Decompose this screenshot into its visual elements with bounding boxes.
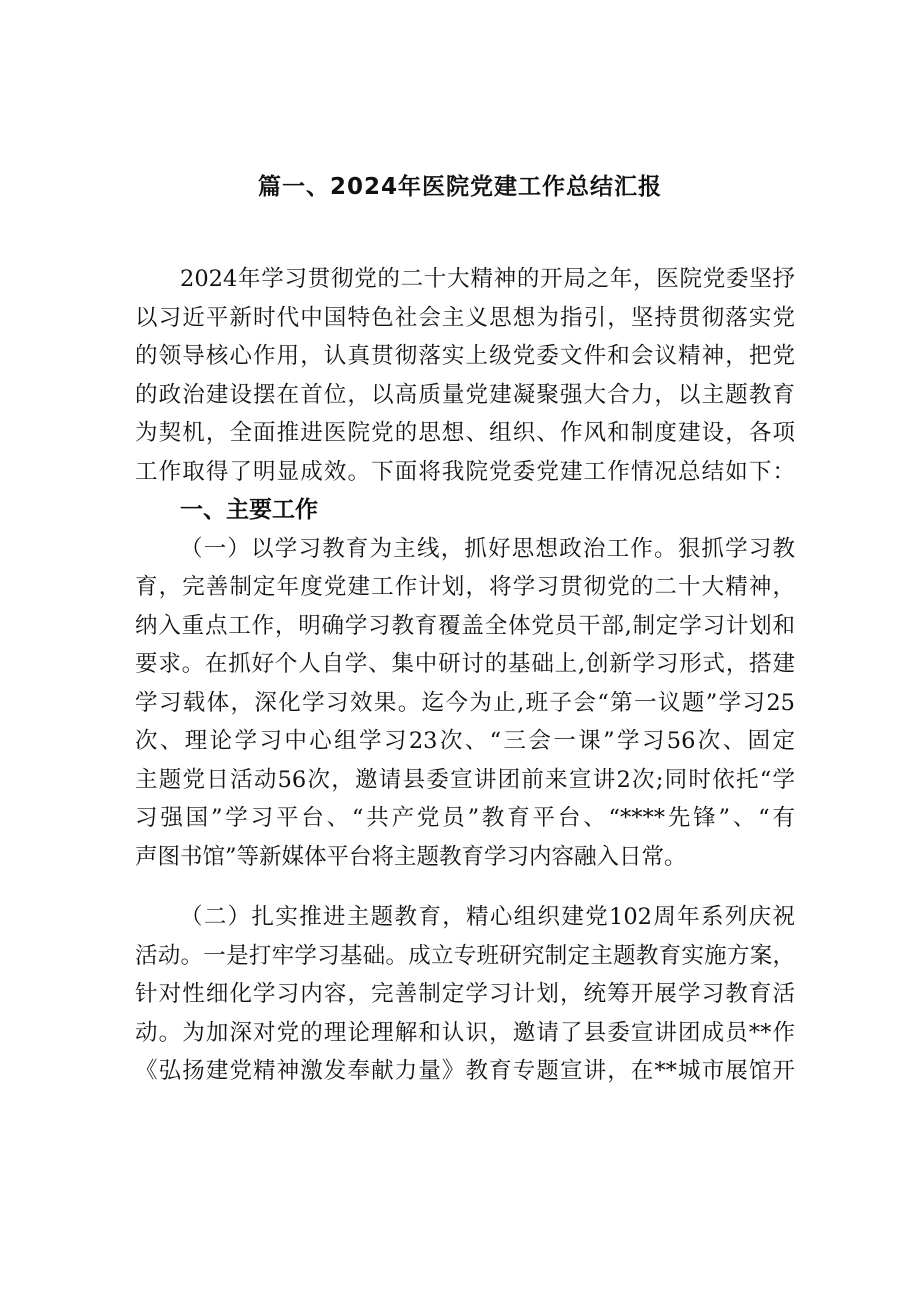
text-line: 学习载体，深化学习效果。迄今为止,班子会“第一议题”学习25 xyxy=(135,689,795,716)
section-1-paragraph xyxy=(135,530,795,877)
text-line: 针对性细化学习内容，完善制定学习计划，统筹开展学习教育活 xyxy=(135,981,795,1007)
text-line: 的政治建设摆在首位，以高质量党建凝聚强大合力，以主题教育 xyxy=(135,381,795,408)
text-line: 动。为加深对党的理论理解和认识，邀请了县委宣讲团成员**作 xyxy=(135,1019,795,1046)
text-line: 为契机，全面推进医院党的思想、组织、作风和制度建设，各项 xyxy=(135,420,795,446)
text-line: 《弘扬建党精神激发奉献力量》教育专题宣讲，在**城市展馆开 xyxy=(135,1058,795,1084)
text-line: 育，完善制定年度党建工作计划，将学习贯彻党的二十大精神， xyxy=(135,574,795,600)
section-heading: 一、主要工作 xyxy=(180,497,318,523)
intro-paragraph xyxy=(135,260,795,491)
text-line: 要求。在抓好个人自学、集中研讨的基础上,创新学习形式，搭建 xyxy=(135,651,795,677)
text-line: 活动。一是打牢学习基础。成立专班研究制定主题教育实施方案， xyxy=(135,942,795,969)
text-line: 的领导核心作用，认真贯彻落实上级党委文件和会议精神，把党 xyxy=(135,343,795,369)
document-title: 篇一、2024年医院党建工作总结汇报 xyxy=(257,174,662,200)
text-line: 纳入重点工作，明确学习教育覆盖全体党员干部,制定学习计划和 xyxy=(135,612,795,639)
text-line: （二）扎实推进主题教育，精心组织建党102周年系列庆祝 xyxy=(180,904,795,930)
text-line: 以习近平新时代中国特色社会主义思想为指引，坚持贯彻落实党 xyxy=(135,304,795,331)
text-line: 主题党日活动56次，邀请县委宣讲团前来宣讲2次;同时依托“学 xyxy=(135,766,795,793)
text-line: （一）以学习教育为主线，抓好思想政治工作。狠抓学习教 xyxy=(180,535,795,562)
text-line: 次、理论学习中心组学习23次、“三会一课”学习56次、固定 xyxy=(135,728,795,754)
text-line: 工作取得了明显成效。下面将我院党委党建工作情况总结如下： xyxy=(135,458,795,485)
text-line: 2024年学习贯彻党的二十大精神的开局之年，医院党委坚抒 xyxy=(180,266,795,292)
section-2-paragraph xyxy=(135,898,795,1091)
document-body xyxy=(135,260,795,1091)
text-line: 声图书馆”等新媒体平台将主题教育学习内容融入日常。 xyxy=(135,843,687,870)
text-line: 习强国”学习平台、“共产党员”教育平台、“****先锋”、“有 xyxy=(135,805,795,831)
